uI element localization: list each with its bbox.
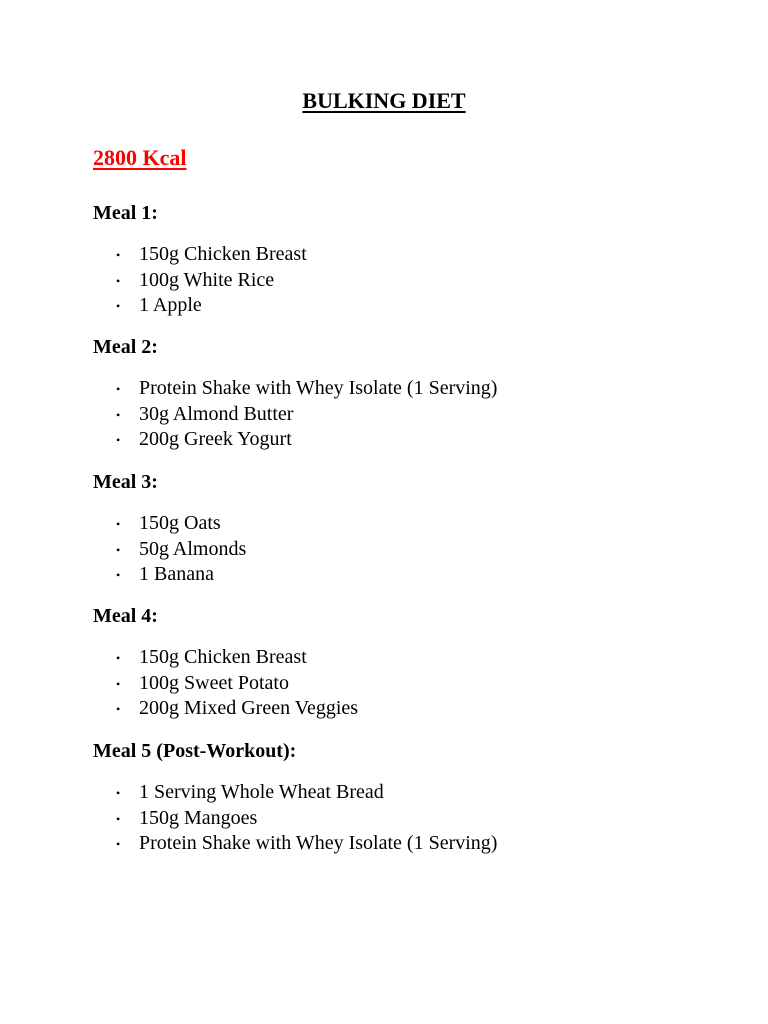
- meal-item-list: [93, 780, 693, 857]
- list-item: [93, 671, 693, 697]
- document-title: BULKING DIET: [302, 88, 466, 113]
- list-item-text: Protein Shake with Whey Isolate (1 Serving): [139, 832, 498, 854]
- bullet-icon: •: [116, 786, 121, 800]
- bullet-icon: •: [116, 433, 121, 447]
- list-item-text: 100g White Rice: [139, 268, 275, 291]
- bullet-icon: •: [116, 382, 121, 396]
- meal-item-list: [93, 511, 693, 588]
- bullet-icon: •: [116, 837, 121, 851]
- list-item: [93, 511, 693, 537]
- meal-section-5: [93, 738, 693, 857]
- bullet-icon: •: [116, 676, 121, 691]
- list-item-text: 30g Almond Butter: [139, 402, 294, 425]
- list-item-text: Protein Shake with Whey Isolate (1 Serving): [139, 377, 498, 399]
- bullet-icon: •: [116, 702, 121, 716]
- bullet-icon: •: [116, 568, 121, 582]
- list-item-text: 200g Mixed Green Veggies: [139, 697, 359, 719]
- bullet-icon: •: [116, 651, 121, 665]
- meal-section-3: [93, 469, 693, 588]
- list-item-text: 150g Chicken Breast: [139, 243, 307, 265]
- list-item-text: 200g Greek Yogurt: [139, 428, 292, 450]
- list-item: [93, 831, 693, 857]
- meal-item-list: [93, 376, 693, 453]
- bullet-icon: •: [116, 542, 121, 557]
- meal-heading: Meal 3:: [93, 471, 158, 493]
- bullet-icon: •: [116, 811, 121, 826]
- list-item-text: 100g Sweet Potato: [139, 671, 289, 694]
- list-item: [93, 696, 693, 722]
- list-item: [93, 806, 693, 832]
- meal-heading: Meal 5 (Post-Workout):: [93, 740, 297, 762]
- list-item-text: 150g Chicken Breast: [139, 646, 307, 668]
- list-item: [93, 645, 693, 671]
- meal-section-2: [93, 334, 693, 453]
- bullet-icon: •: [116, 299, 121, 313]
- list-item: [93, 537, 693, 563]
- list-item-text: 150g Oats: [139, 512, 221, 534]
- bullet-icon: •: [116, 273, 121, 288]
- list-item: [93, 268, 693, 294]
- list-item: [93, 427, 693, 453]
- meal-heading: Meal 4:: [93, 605, 158, 627]
- calorie-target: 2800 Kcal: [93, 145, 187, 170]
- list-item-text: 1 Serving Whole Wheat Bread: [139, 781, 384, 803]
- bullet-icon: •: [116, 248, 121, 262]
- meal-section-1: [93, 200, 693, 319]
- list-item: [93, 780, 693, 806]
- meal-item-list: [93, 242, 693, 319]
- list-item: [93, 242, 693, 268]
- list-item: [93, 402, 693, 428]
- list-item-text: 1 Banana: [139, 563, 214, 585]
- list-item: [93, 293, 693, 319]
- list-item-text: 1 Apple: [139, 294, 202, 316]
- bullet-icon: •: [116, 517, 121, 531]
- list-item-text: 150g Mangoes: [139, 806, 258, 829]
- list-item: [93, 562, 693, 588]
- list-item-text: 50g Almonds: [139, 537, 247, 560]
- meal-item-list: [93, 645, 693, 722]
- list-item: [93, 376, 693, 402]
- bullet-icon: •: [116, 407, 121, 422]
- meal-section-4: [93, 603, 693, 722]
- meal-heading: Meal 1:: [93, 202, 158, 224]
- meal-heading: Meal 2:: [93, 336, 158, 358]
